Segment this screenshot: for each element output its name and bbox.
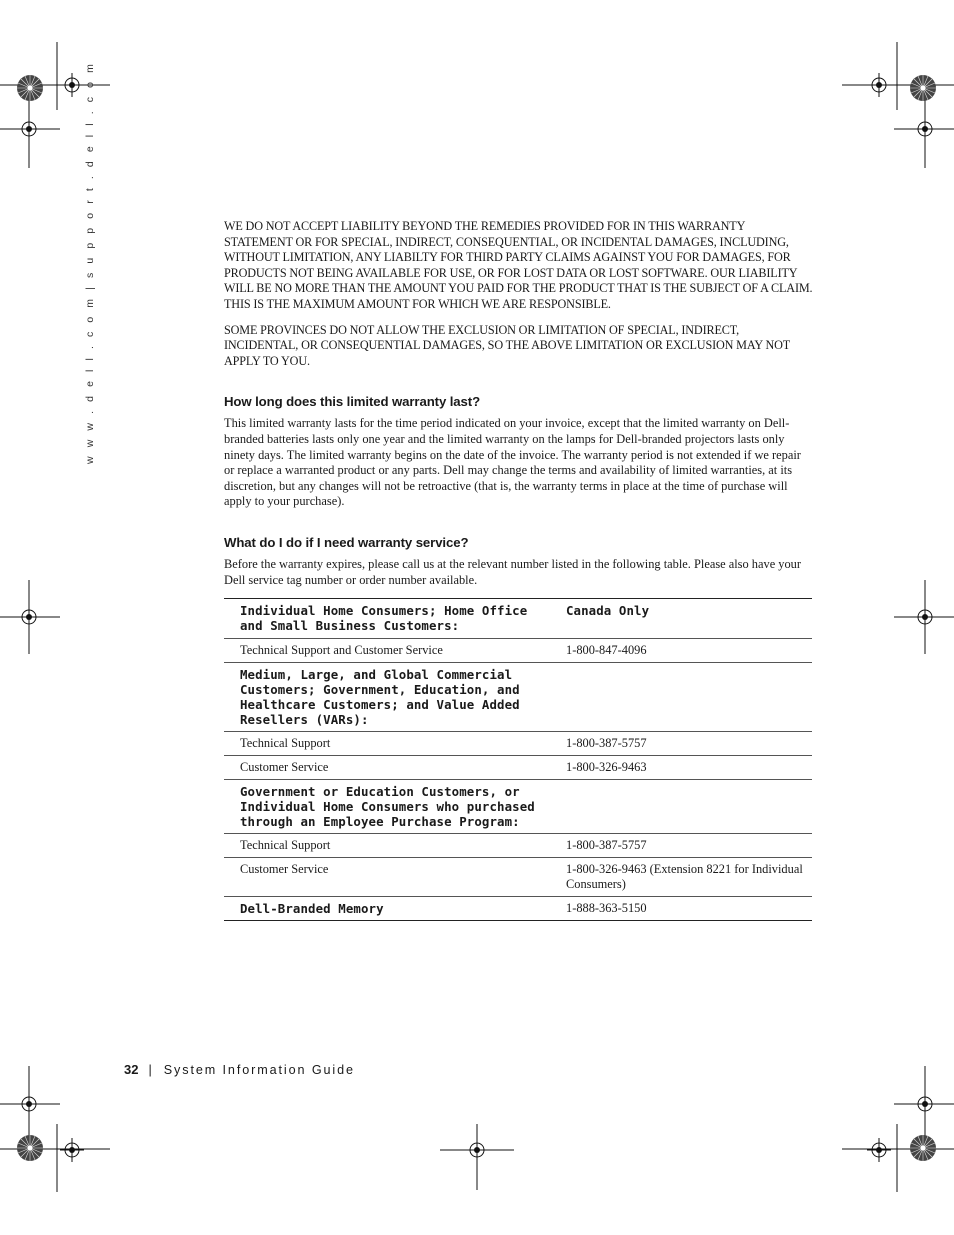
warranty-duration-heading: How long does this limited warranty last?: [224, 394, 481, 410]
support-phone-table: [224, 598, 812, 921]
section-header-commercial: Medium, Large, and Global Commercial Customers; Government, Education, and Healthcare Customers; and Value Added Resellers (VARs):: [224, 663, 550, 732]
table-row: [224, 897, 812, 921]
provinces-paragraph: SOME PROVINCES DO NOT ALLOW THE EXCLUSION OR LIMITATION OF SPECIAL, INDIRECT, INCIDENTAL, OR CONSEQUENTIAL DAMAGES, SO THE ABOVE LIMITATION OR EXCLUSION MAY NOT APPLY TO YOU.: [224, 322, 790, 368]
main-content: [224, 219, 814, 921]
warranty-duration-paragraph: This limited warranty lasts for the time period indicated on your invoice, except that the limited warranty on Dell-branded batteries lasts only one year and the limited warranty on the lamps for Dell-branded projectors lasts only ninety days. The limited warranty begins on the date of the invoice. The warranty period is not extended if we repair or replace a warranted product or any parts. Dell may change the terms and availability of limited warranties, at its discretion, but any changes will not be retroactive (that is, the warranty terms in place at the time of purchase will apply to your purchase).: [224, 416, 801, 509]
footer-separator: |: [148, 1063, 152, 1077]
table-header-canada: Canada Only: [550, 599, 812, 639]
row-label: Technical Support and Customer Service: [224, 639, 550, 663]
table-section-row: [224, 663, 812, 732]
section-header-government: Government or Education Customers, or Individual Home Consumers who purchased through an Employee Purchase Program:: [224, 780, 550, 834]
liability-paragraph: WE DO NOT ACCEPT LIABILITY BEYOND THE REMEDIES PROVIDED FOR IN THIS WARRANTY STATEMENT OR FOR SPECIAL, INDIRECT, CONSEQUENTIAL, OR INCIDENTAL DAMAGES, INCLUDING, WITHOUT LIMITATION, ANY LIABILTY FOR THIRD PARTY CLAIMS AGAINST YOU FOR DAMAGES, FOR PRODUCTS NOT BEING AVAILABLE FOR USE, OR FOR LOST DATA OR LOST SOFTWARE. OUR LIABILITY WILL BE NO MORE THAN THE AMOUNT YOU PAID FOR THE PRODUCT THAT IS THE SUBJECT OF A CLAIM. THIS IS THE MAXIMUM AMOUNT FOR WHICH WE ARE RESPONSIBLE.: [224, 219, 813, 311]
table-row: [224, 858, 812, 897]
row-label: Technical Support: [224, 834, 550, 858]
warranty-service-heading: What do I do if I need warranty service?: [224, 534, 469, 550]
row-phone-number: 1-800-326-9463 (Extension 8221 for Individual Consumers): [550, 858, 812, 897]
row-label: Technical Support: [224, 732, 550, 756]
table-header-row: [224, 599, 812, 639]
table-row: [224, 834, 812, 858]
row-label: Customer Service: [224, 756, 550, 780]
empty-cell: [550, 663, 812, 732]
row-phone-number: 1-800-387-5757: [550, 834, 812, 858]
memory-label: Dell-Branded Memory: [224, 897, 550, 921]
guide-title: System Information Guide: [163, 1063, 355, 1077]
row-phone-number: 1-888-363-5150: [550, 897, 812, 921]
table-row: [224, 732, 812, 756]
page-footer: [124, 1062, 355, 1077]
row-phone-number: 1-800-387-5757: [550, 732, 812, 756]
table-row: [224, 639, 812, 663]
empty-cell: [550, 780, 812, 834]
sidebar-url: w w w . d e l l . c o m | s u p p o r t . d e l l . c o m: [84, 61, 96, 464]
table-row: [224, 756, 812, 780]
row-label: Customer Service: [224, 858, 550, 897]
page-number: 32: [124, 1062, 139, 1077]
table-section-row: [224, 780, 812, 834]
row-phone-number: 1-800-847-4096: [550, 639, 812, 663]
warranty-service-paragraph: Before the warranty expires, please call us at the relevant number listed in the following table. Please also have your Dell service tag number or order number available.: [224, 556, 801, 587]
table-header-consumers: Individual Home Consumers; Home Office and Small Business Customers:: [224, 599, 550, 639]
row-phone-number: 1-800-326-9463: [550, 756, 812, 780]
